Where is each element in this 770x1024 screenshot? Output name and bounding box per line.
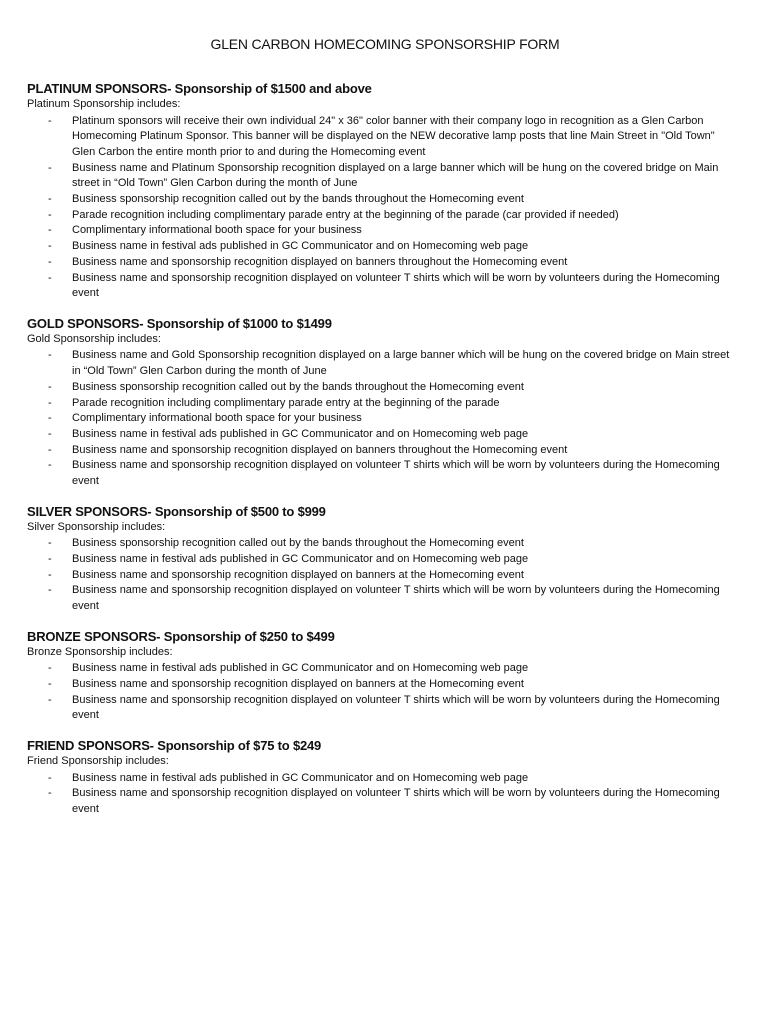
benefit-item (27, 114, 730, 161)
bullet-dash: - (48, 443, 52, 456)
benefit-list (27, 661, 730, 724)
bullet-dash: - (48, 568, 52, 581)
benefit-item (27, 677, 730, 693)
benefit-text: Business name and sponsorship recognition displayed on volunteer T shirts which will be worn by volunteers during the Homecoming event (72, 693, 720, 722)
bullet-dash: - (48, 537, 52, 550)
bullet-dash: - (48, 396, 52, 409)
benefit-item (27, 568, 730, 584)
bullet-dash: - (48, 787, 52, 800)
bullet-dash: - (48, 208, 52, 221)
tier-platinum (27, 81, 730, 302)
tier-intro: Friend Sponsorship includes: (27, 755, 169, 768)
tier-intro: Gold Sponsorship includes: (27, 332, 161, 345)
bullet-dash: - (48, 271, 52, 284)
benefit-text: Complimentary informational booth space for your business (72, 412, 362, 425)
benefit-text: Business sponsorship recognition called out by the bands throughout the Homecoming event (72, 537, 524, 550)
tier-bronze (27, 629, 730, 724)
bullet-dash: - (48, 459, 52, 472)
benefit-item (27, 223, 730, 239)
benefit-text: Business sponsorship recognition called out by the bands throughout the Homecoming event (72, 193, 524, 206)
benefit-text: Business name in festival ads published in GC Communicator and on Homecoming web page (72, 427, 529, 440)
benefit-text: Business name and sponsorship recognition displayed on volunteer T shirts which will be worn by volunteers during the Homecoming event (72, 271, 720, 300)
bullet-dash: - (48, 662, 52, 675)
benefit-item (27, 396, 730, 412)
page-title: GLEN CARBON HOMECOMING SPONSORSHIP FORM (210, 36, 560, 52)
benefit-item (27, 661, 730, 677)
benefit-item (27, 786, 730, 817)
benefit-item (27, 427, 730, 443)
benefit-item (27, 552, 730, 568)
benefit-item (27, 255, 730, 271)
benefit-text: Business name and sponsorship recognition displayed on banners throughout the Homecoming event (72, 443, 568, 456)
benefit-text: Business sponsorship recognition called out by the bands throughout the Homecoming event (72, 380, 524, 393)
bullet-dash: - (48, 240, 52, 253)
benefit-item (27, 380, 730, 396)
tier-silver (27, 504, 730, 615)
tier-heading: PLATINUM SPONSORS- Sponsorship of $1500 and above (27, 81, 372, 96)
benefit-text: Parade recognition including complimentary parade entry at the beginning of the parade (car provided if needed) (72, 208, 619, 221)
tier-friend (27, 738, 730, 818)
tier-intro: Platinum Sponsorship includes: (27, 98, 181, 110)
benefit-text: Business name and Gold Sponsorship recognition displayed on a large banner which will be hung on the covered bridge on Main street in “Old Town” Glen Carbon during the month of June (72, 349, 730, 378)
bullet-dash: - (48, 255, 52, 268)
bullet-dash: - (48, 693, 52, 706)
benefit-item (27, 271, 730, 302)
tier-intro: Bronze Sponsorship includes: (27, 645, 173, 658)
benefit-item (27, 348, 730, 379)
bullet-dash: - (48, 349, 52, 362)
tier-heading: SILVER SPONSORS- Sponsorship of $500 to $999 (27, 503, 326, 519)
bullet-dash: - (48, 412, 52, 425)
bullet-dash: - (48, 552, 52, 565)
bullet-dash: - (48, 584, 52, 597)
benefit-item (27, 411, 730, 427)
benefit-item (27, 536, 730, 552)
benefit-item (27, 192, 730, 208)
bullet-dash: - (48, 193, 52, 206)
benefit-text: Business name in festival ads published in GC Communicator and on Homecoming web page (72, 771, 529, 784)
bullet-dash: - (48, 114, 52, 127)
tier-heading: FRIEND SPONSORS- Sponsorship of $75 to $249 (27, 738, 322, 754)
benefit-list (27, 771, 730, 818)
benefit-text: Business name in festival ads published in GC Communicator and on Homecoming web page (72, 240, 529, 253)
benefit-list (27, 536, 730, 615)
tier-heading: BRONZE SPONSORS- Sponsorship of $250 to $499 (27, 628, 335, 644)
bullet-dash: - (48, 427, 52, 440)
bullet-dash: - (48, 677, 52, 690)
tier-heading: GOLD SPONSORS- Sponsorship of $1000 to $1499 (27, 315, 332, 331)
benefit-text: Parade recognition including complimentary parade entry at the beginning of the parade (72, 396, 500, 409)
bullet-dash: - (48, 224, 52, 237)
benefit-item (27, 583, 730, 614)
benefit-list (27, 114, 730, 302)
bullet-dash: - (48, 380, 52, 393)
bullet-dash: - (48, 161, 52, 174)
benefit-text: Business name and sponsorship recognition displayed on volunteer T shirts which will be worn by volunteers during the Homecoming event (72, 584, 720, 613)
benefit-item (27, 771, 730, 787)
bullet-dash: - (48, 771, 52, 784)
benefit-text: Business name in festival ads published in GC Communicator and on Homecoming web page (72, 662, 529, 675)
benefit-text: Business name and Platinum Sponsorship recognition displayed on a large banner which will be hung on the covered bridge on Main street in “Old Town” Glen Carbon during the month of June (72, 161, 719, 190)
benefit-item (27, 458, 730, 489)
benefit-text: Business name and sponsorship recognition displayed on banners at the Homecoming event (72, 568, 524, 581)
benefit-item (27, 208, 730, 224)
benefit-item (27, 161, 730, 192)
benefit-text: Business name in festival ads published in GC Communicator and on Homecoming web page (72, 552, 529, 565)
tier-intro: Silver Sponsorship includes: (27, 520, 166, 533)
tier-gold (27, 316, 730, 490)
benefit-item (27, 693, 730, 724)
benefit-text: Business name and sponsorship recognition displayed on banners at the Homecoming event (72, 677, 524, 690)
benefit-item (27, 239, 730, 255)
benefit-text: Business name and sponsorship recognition displayed on volunteer T shirts which will be worn by volunteers during the Homecoming event (72, 459, 720, 488)
benefit-text: Business name and sponsorship recognition displayed on volunteer T shirts which will be worn by volunteers during the Homecoming event (72, 787, 720, 815)
benefit-text: Complimentary informational booth space for your business (72, 224, 362, 237)
benefit-list (27, 348, 730, 489)
benefit-text: Platinum sponsors will receive their own individual 24" x 36" color banner with their company logo in recognition as a Glen Carbon Homecoming Platinum Sponsor. This banner will be displayed on the NEW decorative lamp posts that line Main Street in "Old Town" Glen Carbon the entire month prior to and during the Homecoming event (72, 114, 715, 158)
benefit-text: Business name and sponsorship recognition displayed on banners throughout the Homecoming event (72, 255, 568, 268)
benefit-item (27, 443, 730, 459)
